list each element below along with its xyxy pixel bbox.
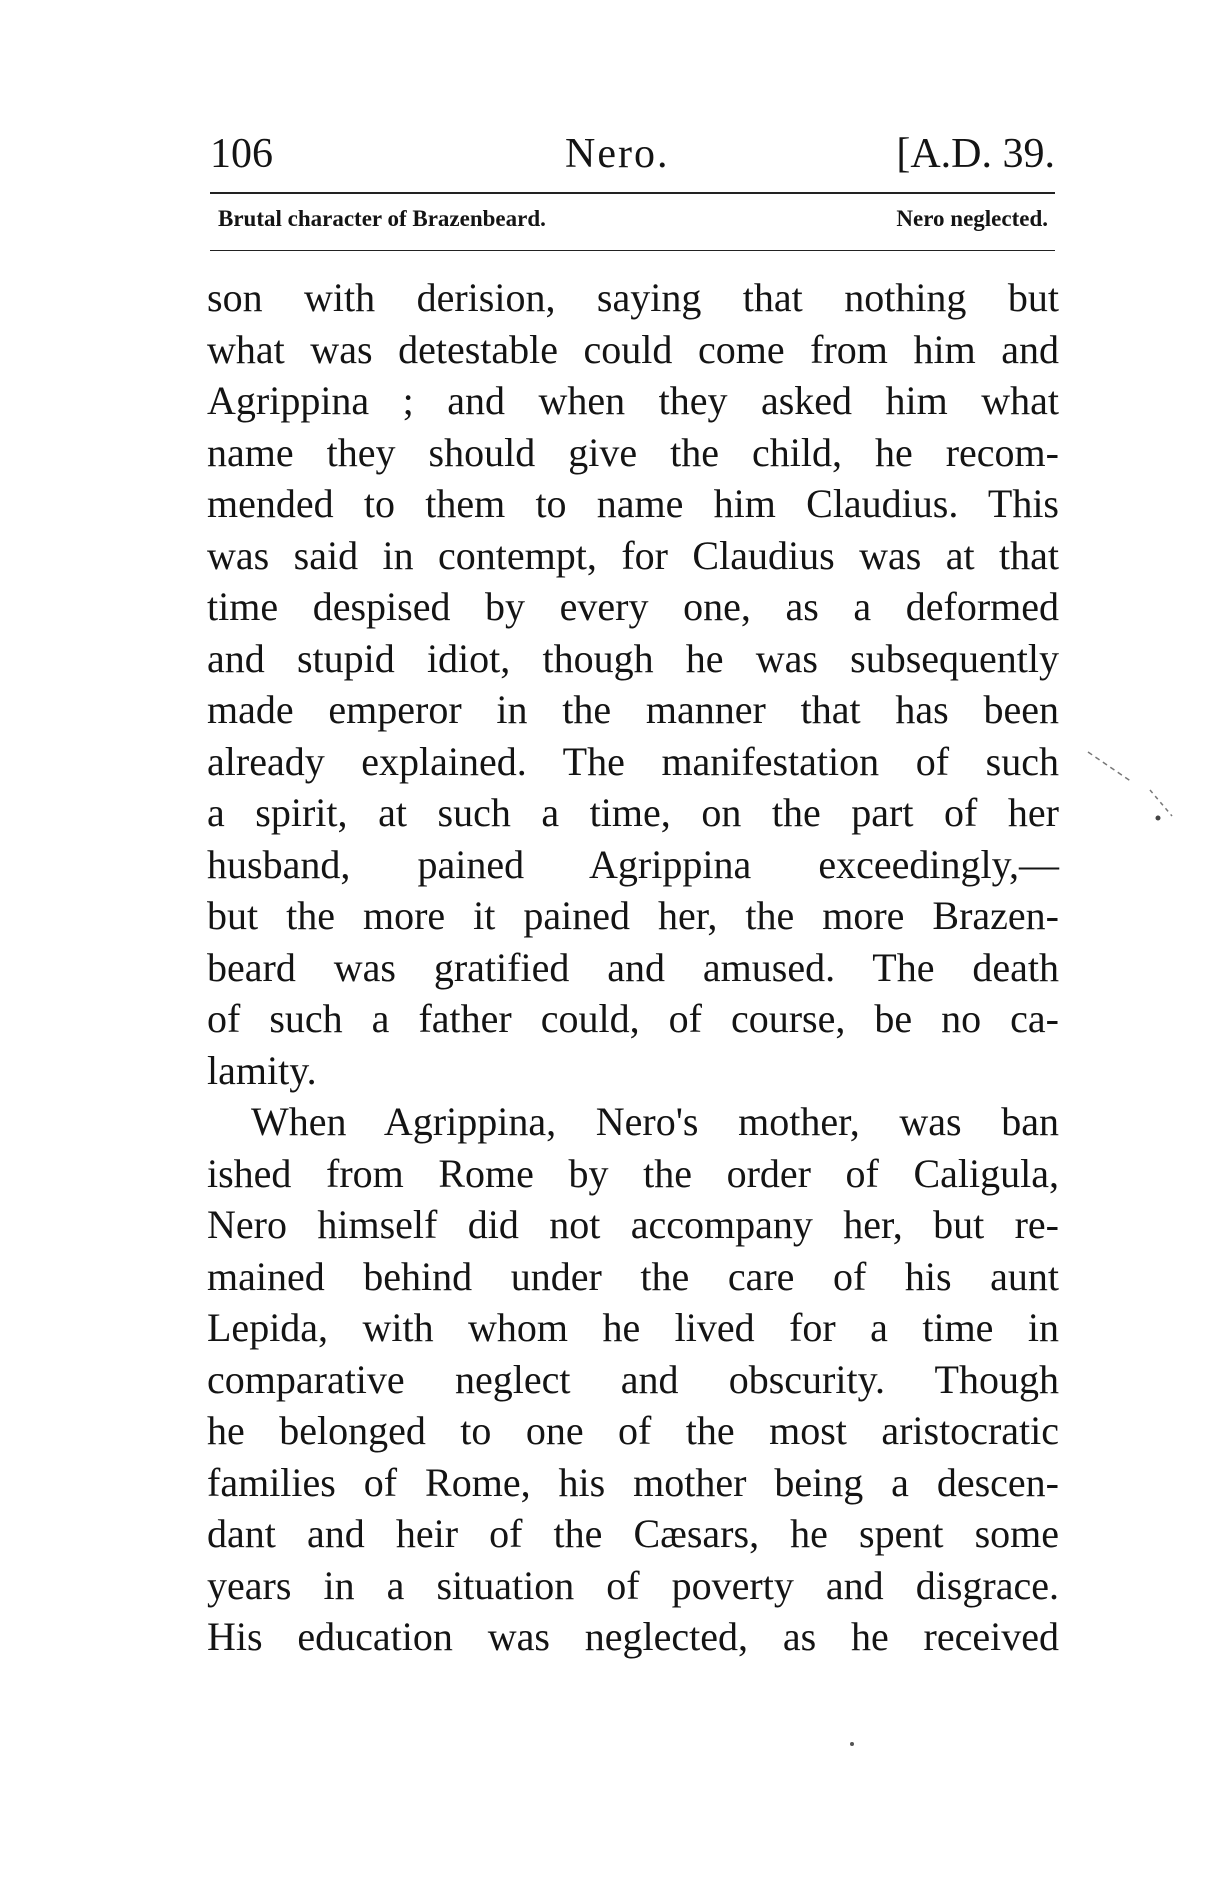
header-rule	[210, 192, 1055, 194]
text-line: son with derision, saying that nothing but	[207, 275, 1059, 320]
stray-mark	[1150, 790, 1172, 816]
paragraph-1	[207, 272, 1059, 1096]
text-line: comparative neglect and obscurity. Though	[207, 1356, 1059, 1402]
running-head	[210, 130, 1055, 186]
text-line: ished from Rome by the order of Caligula,	[207, 1150, 1059, 1196]
stray-mark	[1088, 752, 1132, 782]
text-line: was said in contempt, for Claudius was at that	[207, 532, 1059, 578]
text-line: mained behind under the care of his aunt	[207, 1253, 1059, 1299]
text-line: dant and heir of the Cæsars, he spent some	[207, 1511, 1059, 1556]
side-note-rule	[210, 250, 1055, 251]
side-note-left: Brutal character of Brazenbeard.	[218, 206, 546, 231]
text-line: Nero himself did not accompany her, but re-	[207, 1202, 1059, 1247]
text-line: he belonged to one of the most aristocratic	[207, 1408, 1059, 1453]
text-line: beard was gratified and amused. The death	[207, 944, 1059, 990]
text-line: what was detestable could come from him and	[207, 326, 1059, 372]
text-line: husband, pained Agrippina exceedingly,—	[207, 841, 1059, 887]
text-line: Lepida, with whom he lived for a time in	[207, 1305, 1059, 1350]
text-line: Agrippina ; and when they asked him what	[207, 378, 1059, 423]
text-line: of such a father could, of course, be no ca-	[207, 996, 1059, 1041]
text-line: already explained. The manifestation of such	[207, 738, 1059, 784]
stray-dot	[850, 1742, 854, 1746]
text-line: lamity.	[207, 1047, 317, 1093]
year-label: [A.D. 39.	[896, 131, 1055, 177]
text-line: made emperor in the manner that has been	[207, 687, 1059, 732]
stray-dot	[1156, 816, 1161, 821]
side-note-right: Nero neglected.	[896, 206, 1048, 231]
text-line: His education was neglected, as he received	[207, 1614, 1059, 1659]
text-line: a spirit, at such a time, on the part of her	[207, 790, 1059, 835]
book-title: Nero.	[565, 131, 670, 177]
page-number: 106	[210, 131, 273, 177]
text-line: When Agrippina, Nero's mother, was ban	[251, 1099, 1059, 1144]
text-line: and stupid idiot, though he was subsequently	[207, 635, 1059, 681]
text-line: name they should give the child, he recom-	[207, 429, 1059, 475]
text-line: years in a situation of poverty and disgrace.	[207, 1562, 1059, 1608]
text-line: time despised by every one, as a deformed	[207, 584, 1059, 629]
text-line: but the more it pained her, the more Brazen-	[207, 893, 1059, 938]
text-line: families of Rome, his mother being a descen-	[207, 1459, 1059, 1505]
text-line: mended to them to name him Claudius. This	[207, 481, 1059, 526]
side-notes	[218, 206, 1048, 238]
body-text	[207, 272, 1059, 1663]
paragraph-2	[207, 1096, 1059, 1663]
